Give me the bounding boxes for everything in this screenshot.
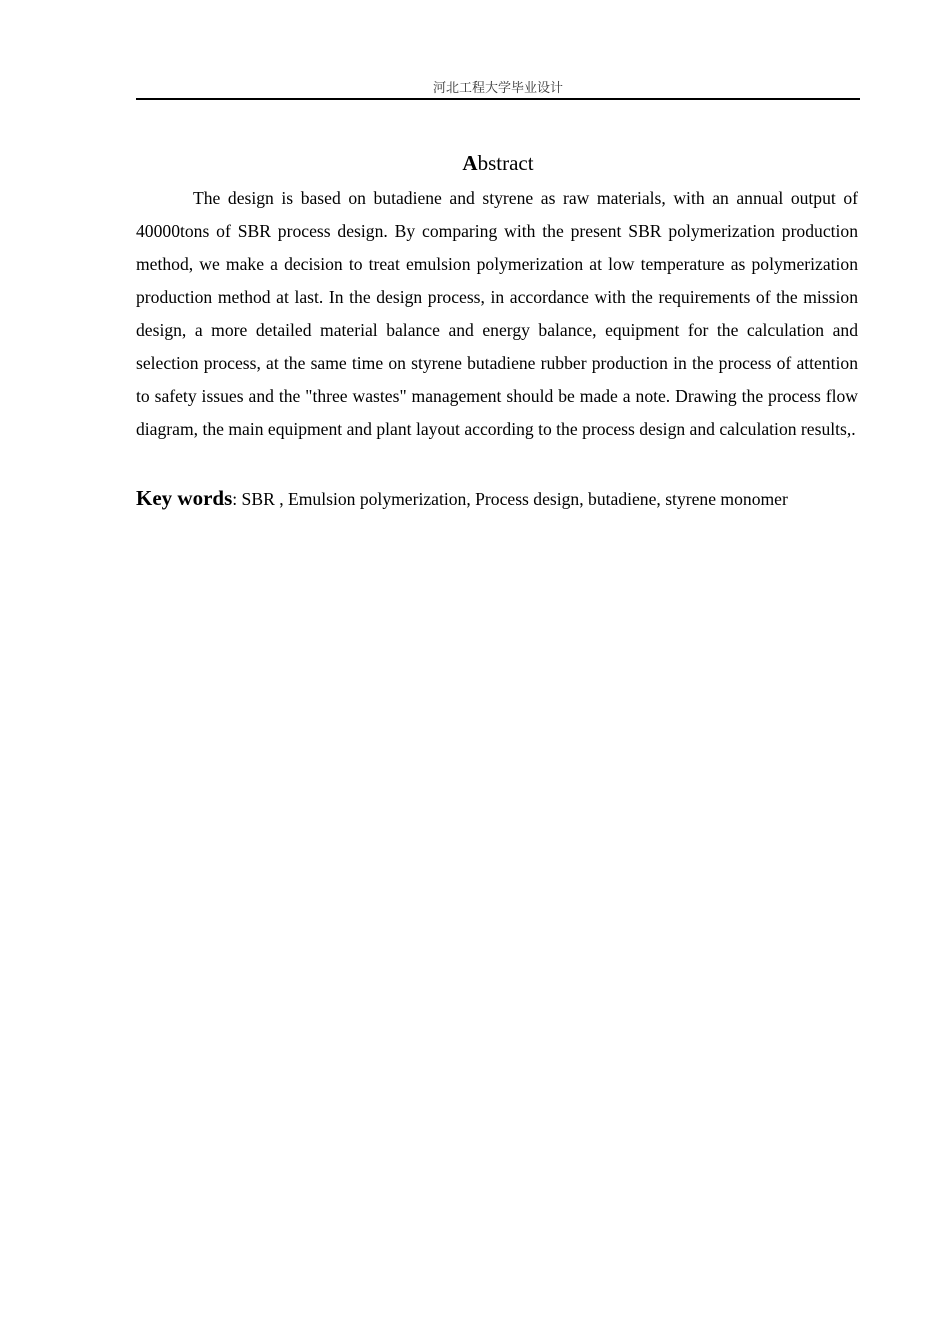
running-header: 河北工程大学毕业设计	[432, 81, 563, 96]
abstract-heading	[136, 149, 860, 177]
header-rule	[136, 98, 860, 100]
keywords-separator: :	[232, 489, 242, 509]
abstract-paragraph: The design is based on butadiene and styrene as raw materials, with an annual output of 40000tons of SBR process design. By comparing with the present SBR polymerization production method, we make a decision to treat emulsion polymerization at low temperature as polymerization production method at last. In the design process, in accordance with the requirements of the mission design, a more detailed material balance and energy balance, equipment for the calculation and selection process, at the same time on styrene butadiene rubber production in the process of attention to safety issues and the "three wastes" management should be made a note. Drawing the process flow diagram, the main equipment and plant layout according to the process design and calculation results,.	[136, 188, 858, 439]
keywords-label: Key words	[136, 486, 233, 510]
abstract-heading-rest: bstract	[477, 151, 534, 175]
keywords-line	[136, 483, 876, 514]
keywords-text: SBR , Emulsion polymerization, Process design, butadiene, styrene monomer	[241, 489, 788, 509]
abstract-heading-initial: A	[462, 151, 478, 175]
